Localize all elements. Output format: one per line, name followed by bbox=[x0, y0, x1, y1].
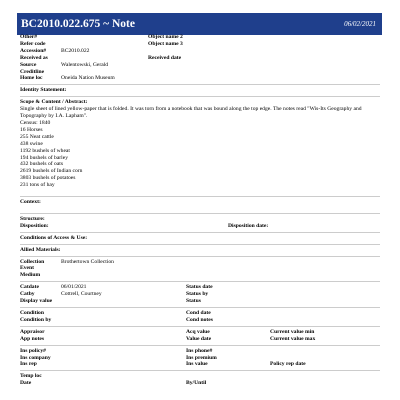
structure-label: Structure: bbox=[20, 215, 45, 222]
policy-rep-date-label: Policy rep date bbox=[270, 361, 306, 368]
ins-rep-label: Ins rep bbox=[20, 361, 37, 368]
section-divider bbox=[20, 196, 380, 197]
catdate-value: 06/01/2021 bbox=[61, 284, 87, 291]
scope-line: 2619 bushels of Indian corn bbox=[20, 168, 83, 175]
object-name-3-label: Object name 3 bbox=[148, 40, 183, 47]
field-row bbox=[20, 265, 380, 272]
field-row bbox=[20, 284, 380, 291]
section-divider bbox=[20, 307, 380, 308]
field-row bbox=[20, 329, 380, 336]
scope-line: 194 bushels of barley bbox=[20, 154, 69, 161]
status-date-label: Status date bbox=[186, 284, 213, 291]
catdate-label: Catdate bbox=[20, 284, 39, 291]
field-row bbox=[20, 75, 380, 82]
ins-company-label: Ins company bbox=[20, 354, 51, 361]
scope-line: Census: 1840 bbox=[20, 119, 51, 126]
acq-value-label: Acq value bbox=[186, 328, 210, 335]
field-row bbox=[20, 55, 380, 62]
temp-loc-label: Temp loc bbox=[20, 373, 42, 380]
field-row bbox=[20, 223, 380, 230]
event-label: Event bbox=[20, 265, 34, 272]
received-as-label: Received as bbox=[20, 54, 48, 61]
field-row bbox=[20, 336, 380, 343]
section-divider bbox=[20, 232, 380, 233]
scope-paragraph: Single sheet of lined yellow-paper that is folded. It was torn from a notebook that was bound along the top edge. The notes read "Wis-Its Geography and Topography by I.A. Lapham". bbox=[20, 106, 362, 120]
scope-line: 16 Horses bbox=[20, 126, 43, 133]
accession-label: Accession# bbox=[20, 47, 47, 54]
condition-by-label: Condition by bbox=[20, 316, 52, 323]
date-label: Date bbox=[20, 380, 32, 387]
field-row bbox=[20, 317, 380, 324]
field-row bbox=[20, 69, 380, 76]
collection-value: Brothertown Collection bbox=[61, 258, 114, 265]
cond-date-label: Cond date bbox=[186, 310, 211, 316]
field-row bbox=[20, 34, 380, 41]
object-name-2-label: Object name 2 bbox=[148, 34, 183, 40]
field-row bbox=[20, 373, 380, 380]
field-row bbox=[20, 348, 380, 355]
field-row bbox=[20, 272, 380, 279]
scope-line: 231 tons of hay bbox=[20, 182, 55, 189]
identity-statement-label: Identity Statement: bbox=[20, 87, 67, 94]
current-value-max-label: Current value max bbox=[270, 335, 316, 342]
app-notes-label: App notes bbox=[20, 335, 45, 342]
ins-premium-label: Ins premium bbox=[186, 354, 217, 361]
section-divider bbox=[20, 213, 380, 214]
field-row bbox=[20, 380, 380, 387]
section-divider bbox=[20, 345, 380, 346]
field-row bbox=[20, 361, 380, 368]
value-date-label: Value date bbox=[186, 335, 212, 342]
field-row bbox=[20, 48, 380, 55]
scope-line: 3803 bushels of potatoes bbox=[20, 175, 76, 182]
scope-line: 255 Neat cattle bbox=[20, 133, 54, 140]
field-row bbox=[20, 355, 380, 362]
medium-label: Medium bbox=[20, 272, 41, 279]
field-row bbox=[20, 259, 380, 266]
section-divider bbox=[20, 326, 380, 327]
scope-content-label: Scope & Content / Abstract: bbox=[20, 99, 88, 106]
section-divider bbox=[20, 256, 380, 257]
disposition-date-label: Disposition date: bbox=[228, 222, 269, 229]
ins-policy-label: Ins policy# bbox=[20, 347, 46, 354]
cond-notes-label: Cond notes bbox=[186, 316, 213, 323]
allied-materials-label: Allied Materials: bbox=[20, 246, 61, 253]
refer-code-label: Refer code bbox=[20, 40, 46, 47]
section-divider bbox=[20, 281, 380, 282]
by-until-label: By/Until bbox=[186, 380, 207, 387]
status-label: Status bbox=[186, 298, 201, 305]
catby-value: Cottrell, Courtney bbox=[61, 291, 102, 298]
received-date-label: Received date bbox=[148, 54, 182, 61]
appraisor-label: Appraisor bbox=[20, 328, 45, 335]
ins-value-label: Ins value bbox=[186, 361, 208, 368]
disposition-label: Disposition: bbox=[20, 222, 49, 229]
source-label: Source bbox=[20, 61, 37, 68]
condition-label: Condition bbox=[20, 310, 44, 316]
display-value-label: Display value bbox=[20, 298, 53, 305]
record-header bbox=[17, 13, 382, 35]
catby-label: Catby bbox=[20, 291, 35, 298]
field-row bbox=[20, 41, 380, 48]
home-loc-value: Oneida Nation Museum bbox=[61, 75, 115, 82]
section-divider bbox=[20, 244, 380, 245]
print-date: 06/02/2021 bbox=[344, 20, 376, 28]
creditline-label: Creditline bbox=[20, 68, 45, 75]
context-label: Context: bbox=[20, 199, 41, 206]
other-number-label: Other# bbox=[20, 34, 38, 40]
field-row bbox=[20, 291, 380, 298]
field-row bbox=[20, 62, 380, 69]
current-value-min-label: Current value min bbox=[270, 328, 315, 335]
record-body bbox=[20, 34, 380, 387]
section-divider bbox=[20, 84, 380, 85]
scope-line: 438 swine bbox=[20, 140, 43, 147]
scope-line: 432 bushels of oats bbox=[20, 161, 64, 168]
section-divider bbox=[20, 370, 380, 371]
conditions-access-label: Conditions of Access & Use: bbox=[20, 234, 88, 241]
status-by-label: Status by bbox=[186, 291, 209, 298]
scope-line: 1192 bushels of wheat bbox=[20, 147, 70, 154]
accession-value: BC2010.022 bbox=[61, 47, 90, 54]
field-row bbox=[20, 298, 380, 305]
field-row bbox=[20, 310, 380, 317]
section-divider bbox=[20, 96, 380, 97]
ins-phone-label: Ins phone# bbox=[186, 347, 213, 354]
source-value: Walentowski, Gerald bbox=[61, 61, 109, 68]
home-loc-label: Home loc bbox=[20, 75, 43, 82]
record-title: BC2010.022.675 ~ Note bbox=[21, 18, 135, 30]
collection-label: Collection bbox=[20, 258, 45, 265]
